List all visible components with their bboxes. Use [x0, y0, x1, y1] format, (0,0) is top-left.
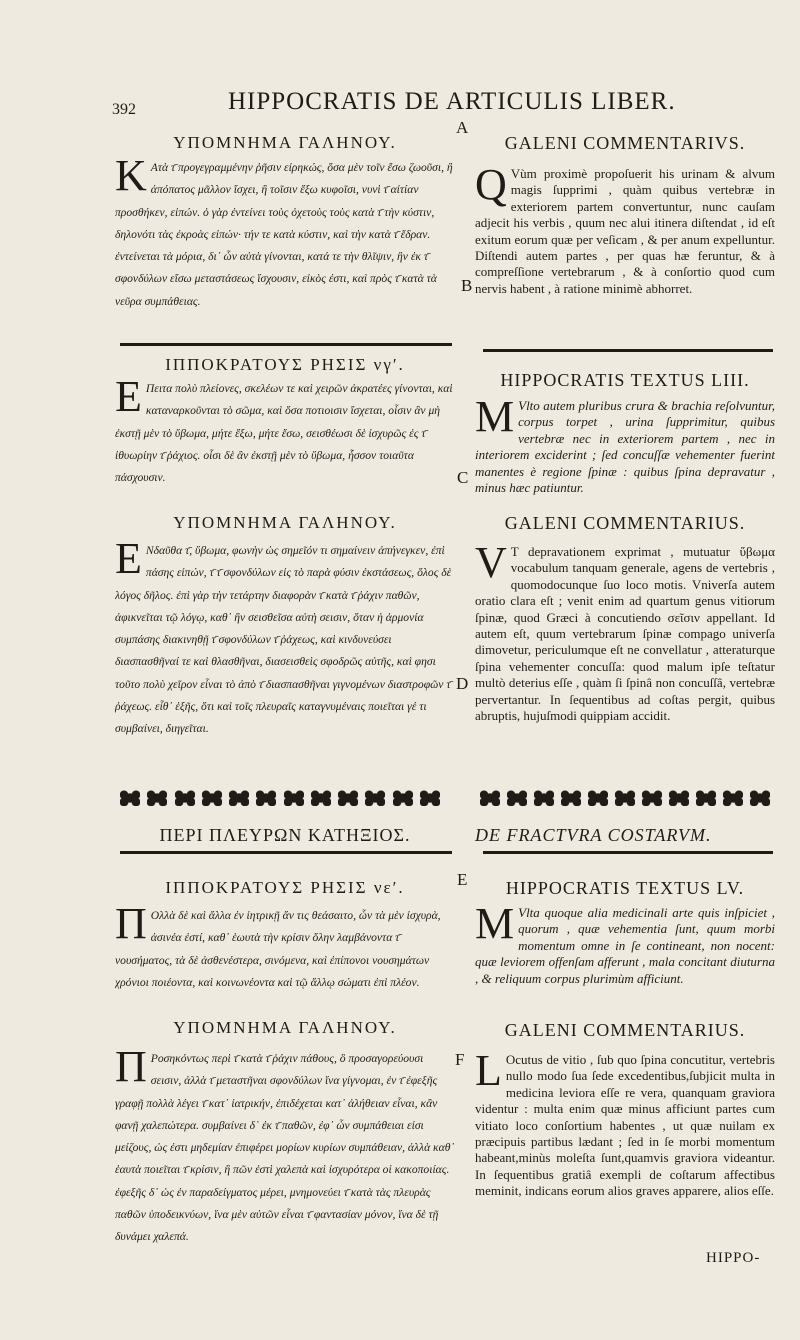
section-title-greek: ΠΕΡΙ ΠΛΕΥΡΩΝ ΚΑΤΗΞΙΟΣ.: [159, 825, 411, 845]
running-title: HIPPOCRATIS DE ARTICULIS LIBER.: [228, 88, 676, 115]
hippocrates-text: M Vlta quoque alia medicinali arte quis inſpiciet , quorum , quæ vehementia ſunt, quum morbi momentum omne in ſe contineant, non nocent: quæ leviorem offenſam afferunt , mala concitant diuturna , & reliquum corpus plurimùm afficiunt.: [475, 905, 775, 986]
galen-commentary-heading: GALENI COMMENTARIUS.: [504, 513, 746, 533]
ornament-band: [480, 790, 770, 808]
galen-commentary-text: Κ Ατὰ τ̄ προγεγραμμένην ῥῆσιν εἰρηκώς, ὅσα μὲν τοῖν ἔσω ζωοῦσι, ἢ ἀπόπατος μᾶλλον ἴσχει, ἢ τοῖσιν ἔξω κυφοῖσι, νυνὶ τ̄ αἰτίαν προσθήκεν, εἰπών. ὁ γὰρ ἐντείνει τοὺς ὀχετοὺς τοὺς κατὰ τ̄ τὴν κύστιν, δηλονότι τὰς ἐκροὰς εἰπών· τήν τε κατὰ κύστιν, καὶ τὴν κατὰ τ̄ ἕδραν. ἐντείνεται τὰ μόρια, δι᾽ ὧν αὐτὰ γίνονται, κατά τε τὴν θλῖψιν, ἣν ἐκ τ̄ σφονδύλων εἴσω μεταστάσεως ἴσχουσιν, εἰκὸς ἐστι, καὶ πρὸς τ̄ κατὰ τὰ νεῦρα συμπάθειας.: [115, 157, 453, 308]
page-number: 392: [112, 101, 136, 118]
hippocrates-text-heading: ΙΠΠΟΚΡΑΤΟΥΣ ΡΗΣΙΣ νγʹ.: [165, 355, 405, 374]
margin-letter-b: B: [461, 276, 473, 295]
galen-commentary-text: Q Vùm proximè propoſuerit his urinam & alvum magis ſupprimi , quàm quibus vertebræ in exteriorem partem convertuntur, nunc cauſam adjecit his verbis , quum nec alui itinera diſtendat , id eſt exitum eorum quæ per veſicam , & per anum expelluntur. Diſtendi autem partes , per quas hæ feruntur, & à compreſſione vertebrarum , & à conſortio quod cum nervis habent , à ratione minimè abhorret.: [475, 166, 775, 296]
section-rule: [120, 851, 452, 854]
drop-cap: V: [475, 544, 507, 587]
section-rule: [483, 349, 773, 352]
margin-letter-d: D: [456, 674, 469, 693]
galen-commentary-heading: ΥΠΟΜΝΗΜΑ ΓΑΛΗΝΟΥ.: [173, 513, 397, 532]
drop-cap: L: [475, 1052, 502, 1095]
hippocrates-text: M Vlto autem pluribus crura & brachia reſolvuntur, corpus torpet , urina ſupprimitur, quibus vertebræ nec in exteriorem partem , nec in interiorem exciderint ; ſed concuſſæ vehementer fuerint manentes è regione ſpinæ : quibus ſpina depravatur , minus hæc patiuntur.: [475, 398, 775, 496]
hippocrates-text: Π Ολλὰ δὲ καὶ ἄλλα ἐν ἰητρικῇ ἄν τις θεάσαιτο, ὧν τὰ μὲν ἰσχυρὰ, ἀσινέα ἐστί, καθ᾽ ἑωυτὰ τὴν κρίσιν ὅλην λαμβάνοντα τ̄ νουσήματος, τὰ δὲ ἀσθενέστερα, σινόμενα, καὶ ἐπίπονοι νουσημάτων χρόνιοι ποιέοντα, καὶ κοινωνέοντα καὶ τῷ ἄλλῳ σώματι ἐπὶ πλέον.: [115, 905, 441, 989]
drop-cap: Ε: [115, 540, 142, 583]
drop-cap: Q: [475, 166, 507, 209]
hippocrates-text-heading: HIPPOCRATIS TEXTUS LIII.: [500, 370, 750, 390]
section-title-latin: DE FRACTVRA COSTARVM.: [475, 825, 712, 845]
hippocrates-text: Ε Πειτα πολὺ πλείονες, σκελέων τε καὶ χειρῶν ἀκρατέες γίνονται, καὶ καταναρκοῦνται τὸ σῶμα, καὶ ὅσα ποτιοισιν ἴσχεται, οἷσιν ἂν μὴ ἐκστῇ μὲν τὸ ὕβωμα, μήτε ἔξω, μήτε ἔσω, σεισθέωσι δὲ ἰσχυρῶς ἐς τ̄ ἰθυωρίην τ̄ ῥάχιος. οἷσι δὲ ἂν ἐκστῇ μὲν τὸ ὕβωμα, ἧσσον τοιαῦτα πάσχουσιν.: [115, 378, 453, 485]
galen-commentary-heading: ΥΠΟΜΝΗΜΑ ΓΑΛΗΝΟΥ.: [173, 133, 397, 152]
section-rule: [483, 851, 773, 854]
galen-commentary-text: Ε Νδαῦθα τ̄, ὕβωμα, φωνὴν ὡς σημεῖόν τι σημαίνειν ἀπήνεγκεν, ἐπὶ πάσης εἰπών, τ̄ τ̄ σφονδύλων εἰς τὸ παρὰ φύσιν ἐκστάσεως, ὅλος δὲ λόγος δῆλος. ἐπὶ γὰρ τὴν τετάρτην διαφορὰν τ̄ κατὰ τ̄ ῥάχιν παθῶν, ἀφικνεῖται τῷ λόγῳ, καθ᾽ ἣν σεισθεῖσα αὐτὴ σεισιν, ὅταν ἡ ἁρμονία συμπάσης διακινηθῇ τ̄ σφονδύλων τ̄ ῥάχεως, καὶ κινδυνεύσει διασπασθῆναί τε καὶ θλασθῆναι, διασεισθεὶς σφοδρῶς αὐτῆς, καὶ φησι τοῦτο πολὺ χεῖρον εἶναι τὸ ἀπὸ τ̄ διασπασθῆναι γιγνομένων διαστροφῶν τ̄ ῥάχεως. εἶθ᾽ ἑξῆς, ὅτι καὶ τοῖς πλευραῖς καταγνυμέναις ποιεῖται γέ τι συμβαίνει, διηγεῖται.: [115, 540, 452, 736]
margin-letter-f: F: [455, 1050, 465, 1069]
margin-letter-e: E: [457, 870, 468, 889]
galen-commentary-text: L Ocutus de vitio , ſub quo ſpina concutitur, vertebris nullo modo ſua ſede excedentibus,ſubjicit multa in medicina leviora eſſe re vera, quanquam graviora videntur : multa enim quæ minus afficiunt partes cum vitiato loco conſortium habentes , ut quæ nuilam ex præcipuis partibus lædant ; ſed in ſe morbi momentum habeant,minùs moleſta ſunt,quamvis graviora videantur. In ſequentibus gratiâ exempli de coſtarum affectibus meminit, indicans eorum alios graves apparere, alios eſſe.: [475, 1052, 775, 1199]
drop-cap: Π: [115, 905, 147, 948]
drop-cap: Ε: [115, 378, 142, 421]
galen-commentary-text: Π Ροσηκόντως περὶ τ̄ κατὰ τ̄ ῥάχιν πάθους, ὃ προσαγορεύουσι σεισιν, ἀλλὰ τ̄ μεταστῆναι σφονδύλων ἵνα γίγνομαι, ἐν τ̄ ἐφεξῆς γραφῇ πολλὰ λέγει τ̄ κατ᾽ ἰατρικήν, ἐπιδέχεται κατ᾽ ἀλήθειαν εἶναι, κἂν φανῇ χαλεπώτερα. συμβαίνει δ᾽ ἐκ τ̄ παθῶν, ἐφ᾽ ὧν συμπάθειαι εἰσι μείζους, ὡς ἐστι μηδεμίαν ἐπιφέρει μορίων κυρίων συμπάθειαν, ἀλλὰ καθ᾽ ἑαυτὰ ποιεῖται τ̄ κρίσιν, ἣ πῶν ἐστὶ χαλεπὰ καὶ ἰσχυρότερα οἱ κακοποιίας. ἐφεξῆς δ᾽ ὡς ἐν παραδείγματος μέρει, μνημονεύει τ̄ κατὰ τὰς πλευρὰς παθῶν ὑποδεικνύων, ἵνα μὲν αὐτῶν εἶναι τ̄ φαντασίαν μόνον, ἵνα δὲ τῇ δυνάμει χαλεπά.: [115, 1048, 455, 1244]
margin-letter-a: A: [456, 118, 469, 137]
drop-cap: Π: [115, 1048, 147, 1091]
drop-cap: Κ: [115, 157, 147, 200]
hippocrates-text-heading: HIPPOCRATIS TEXTUS LV.: [505, 878, 745, 898]
galen-commentary-heading: ΥΠΟΜΝΗΜΑ ΓΑΛΗΝΟΥ.: [173, 1018, 397, 1037]
galen-commentary-heading: GALENI COMMENTARIVS.: [504, 133, 746, 153]
drop-cap: M: [475, 398, 515, 441]
galen-commentary-text: V T depravationem exprimat , mutuatur ὕβωμα vocabulum tanquam generale, agens de vertebris , quomodocunque ſuo loco motis. Vniverſa autem oratio clara eſt ; venit enim ad quartum genus vitiorum ſpinæ, quod Græci à concutiendo σεῖσιν appellant. Id autem eſt, quum vertebrarum ſpinæ compago univerſa dimovetur, periculumque eſt ne convellatur , atteraturque ſpina vehementer concuſſa: quod malum ipſe teſtatur multò deterius eſſe , quàm ſi ſpinâ non concuſſâ, vertebræ pervertantur. In ſequentibus ad coſtas pergit, quibus abruptis, hujuſmodi quippiam accidit.: [475, 544, 775, 724]
margin-letter-c: C: [457, 468, 469, 487]
hippocrates-text-heading: ΙΠΠΟΚΡΑΤΟΥΣ ΡΗΣΙΣ νεʹ.: [165, 878, 405, 897]
section-rule: [120, 343, 452, 346]
ornament-band: [120, 790, 440, 808]
galen-commentary-heading: GALENI COMMENTARIUS.: [504, 1020, 746, 1040]
drop-cap: M: [475, 905, 515, 948]
catchword: HIPPO-: [706, 1250, 761, 1266]
